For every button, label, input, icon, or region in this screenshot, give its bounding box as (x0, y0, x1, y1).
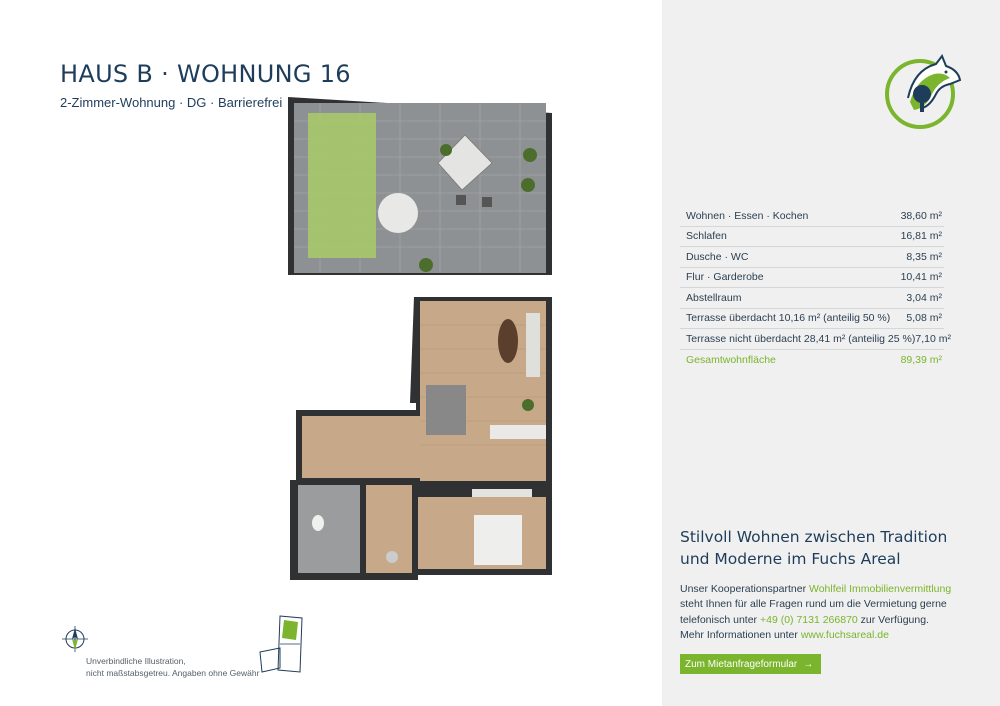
fox-logo-icon (880, 50, 966, 132)
promo-headline: Stilvoll Wohnen zwischen Tradition und Moderne im Fuchs Areal (680, 528, 948, 568)
area-row: Wohnen · Essen · Kochen 38,60 m² (680, 206, 944, 227)
floor-plan-illustration (280, 85, 560, 590)
compass-icon (62, 626, 88, 652)
disclaimer: Unverbindliche Illustration, nicht maßstabsgetreu. Angaben ohne Gewähr (86, 656, 260, 678)
area-row: Schlafen 16,81 m² (680, 227, 944, 248)
partner-link[interactable]: Wohlfeil Immobilienvermittlung (809, 583, 952, 595)
page-subtitle: 2-Zimmer-Wohnung · DG · Barrierefrei (60, 95, 283, 110)
phone-link[interactable]: +49 (0) 7131 266870 (759, 613, 858, 626)
area-row: Terrasse nicht überdacht 28,41 m² (anteilig 25 %) 7,10 m² (680, 329, 944, 350)
rental-request-button[interactable]: Zum Mietanfrageformular → (680, 654, 821, 674)
promo-text: Unser Kooperationspartner Wohlfeil Immobilienvermittlung steht Ihnen für alle Fragen rund um die Vermietung gerne telefonisch unter +49 (0) 7131 266870 zur Verfügung. Mehr Informationen unter www.fuchsareal.de (680, 583, 952, 641)
page-title: HAUS B · WOHNUNG 16 (60, 60, 351, 88)
area-row: Flur · Garderobe 10,41 m² (680, 268, 944, 289)
site-plan-icon (258, 612, 318, 676)
area-row: Terrasse überdacht 10,16 m² (anteilig 50 %) 5,08 m² (680, 309, 944, 330)
arrow-right-icon: → (803, 658, 814, 670)
area-row: Abstellraum 3,04 m² (680, 288, 944, 309)
area-row: Dusche · WC 8,35 m² (680, 247, 944, 268)
area-total-row: Gesamtwohnfläche 89,39 m² (686, 353, 942, 366)
area-table (680, 206, 951, 370)
website-link[interactable]: www.fuchsareal.de (800, 628, 889, 641)
